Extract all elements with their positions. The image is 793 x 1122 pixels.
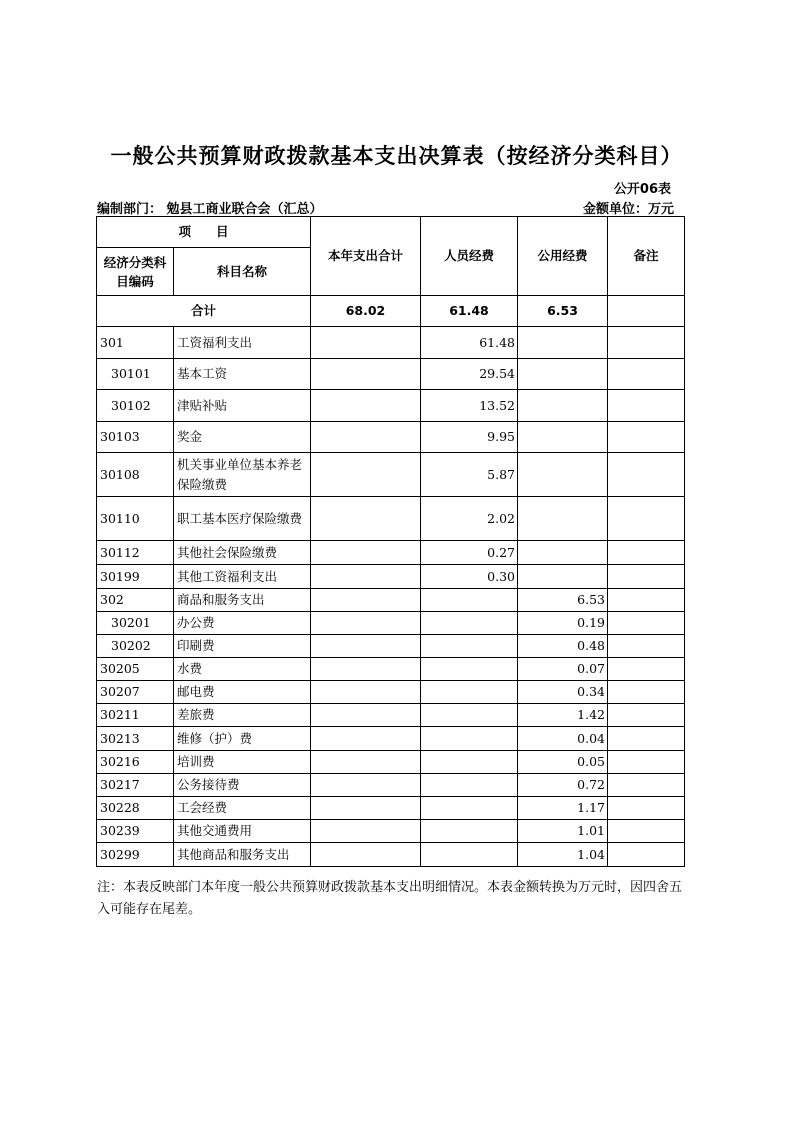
row-public xyxy=(518,497,608,541)
row-code: 301 xyxy=(97,327,174,359)
page-title: 一般公共预算财政拨款基本支出决算表（按经济分类科目） xyxy=(110,144,683,168)
row-name: 工会经费 xyxy=(174,797,311,820)
header-public: 公用经费 xyxy=(518,217,608,296)
meta-line xyxy=(97,198,674,217)
table-row xyxy=(97,565,685,589)
row-public: 1.04 xyxy=(518,843,608,867)
row-code: 30239 xyxy=(97,820,174,843)
row-code: 30201 xyxy=(97,612,174,635)
row-code: 30299 xyxy=(97,843,174,867)
row-total xyxy=(311,774,421,797)
row-remarks xyxy=(608,422,685,453)
row-personnel xyxy=(421,727,518,751)
row-total xyxy=(311,797,421,820)
row-remarks xyxy=(608,704,685,727)
header-remarks: 备注 xyxy=(608,217,685,296)
row-personnel: 0.30 xyxy=(421,565,518,589)
row-code: 30228 xyxy=(97,797,174,820)
row-total xyxy=(311,658,421,681)
row-personnel xyxy=(421,704,518,727)
row-total xyxy=(311,422,421,453)
row-code: 30207 xyxy=(97,681,174,704)
row-personnel xyxy=(421,797,518,820)
row-personnel xyxy=(421,658,518,681)
table-row xyxy=(97,390,685,422)
table-row xyxy=(97,774,685,797)
table-row xyxy=(97,751,685,774)
row-personnel xyxy=(421,774,518,797)
row-total xyxy=(311,390,421,422)
table-row xyxy=(97,327,685,359)
row-public: 1.17 xyxy=(518,797,608,820)
row-personnel xyxy=(421,589,518,612)
row-name: 其他社会保险缴费 xyxy=(174,541,311,565)
row-total xyxy=(311,453,421,497)
row-public xyxy=(518,327,608,359)
row-remarks xyxy=(608,797,685,820)
table-row xyxy=(97,681,685,704)
row-code: 30102 xyxy=(97,390,174,422)
row-name: 水费 xyxy=(174,658,311,681)
row-name: 印刷费 xyxy=(174,635,311,658)
row-public xyxy=(518,565,608,589)
row-name: 培训费 xyxy=(174,751,311,774)
row-personnel: 2.02 xyxy=(421,497,518,541)
header-project: 项 目 xyxy=(97,217,311,248)
row-name: 机关事业单位基本养老保险缴费 xyxy=(174,453,311,497)
row-code: 30199 xyxy=(97,565,174,589)
row-total xyxy=(311,612,421,635)
row-total xyxy=(311,820,421,843)
row-personnel: 9.95 xyxy=(421,422,518,453)
total-public: 6.53 xyxy=(518,296,608,327)
row-personnel xyxy=(421,681,518,704)
row-code: 30103 xyxy=(97,422,174,453)
row-total xyxy=(311,843,421,867)
table-row xyxy=(97,635,685,658)
row-personnel xyxy=(421,843,518,867)
row-public xyxy=(518,541,608,565)
row-total xyxy=(311,497,421,541)
table-row xyxy=(97,704,685,727)
row-personnel xyxy=(421,635,518,658)
row-personnel xyxy=(421,612,518,635)
table-row xyxy=(97,453,685,497)
row-code: 30216 xyxy=(97,751,174,774)
row-public xyxy=(518,453,608,497)
row-personnel: 13.52 xyxy=(421,390,518,422)
row-total xyxy=(311,565,421,589)
total-personnel: 61.48 xyxy=(421,296,518,327)
row-name: 职工基本医疗保险缴费 xyxy=(174,497,311,541)
row-code: 30213 xyxy=(97,727,174,751)
row-public xyxy=(518,359,608,390)
row-name: 差旅费 xyxy=(174,704,311,727)
table-row xyxy=(97,658,685,681)
row-total xyxy=(311,751,421,774)
row-public: 0.19 xyxy=(518,612,608,635)
row-remarks xyxy=(608,541,685,565)
row-remarks xyxy=(608,497,685,541)
row-total xyxy=(311,327,421,359)
row-name: 商品和服务支出 xyxy=(174,589,311,612)
row-remarks xyxy=(608,751,685,774)
row-total xyxy=(311,541,421,565)
header-econ-code: 经济分类科目编码 xyxy=(97,248,174,296)
row-code: 30202 xyxy=(97,635,174,658)
table-row xyxy=(97,589,685,612)
row-remarks xyxy=(608,681,685,704)
row-remarks xyxy=(608,658,685,681)
row-public xyxy=(518,390,608,422)
row-personnel xyxy=(421,751,518,774)
row-public: 0.05 xyxy=(518,751,608,774)
table-row xyxy=(97,359,685,390)
form-number: 公开06表 xyxy=(613,182,671,197)
row-remarks xyxy=(608,327,685,359)
row-public: 0.72 xyxy=(518,774,608,797)
row-total xyxy=(311,681,421,704)
footnote: 注：本表反映部门本年度一般公共预算财政拨款基本支出明细情况。本表金额转换为万元时，因四舍五入可能存在尾差。 xyxy=(97,880,683,917)
row-remarks xyxy=(608,727,685,751)
table-row xyxy=(97,422,685,453)
row-remarks xyxy=(608,612,685,635)
row-public: 0.34 xyxy=(518,681,608,704)
row-remarks xyxy=(608,359,685,390)
row-total xyxy=(311,635,421,658)
total-total: 68.02 xyxy=(311,296,421,327)
table-row xyxy=(97,727,685,751)
row-public: 1.42 xyxy=(518,704,608,727)
row-public: 6.53 xyxy=(518,589,608,612)
table-row xyxy=(97,843,685,867)
table-row xyxy=(97,541,685,565)
row-personnel: 61.48 xyxy=(421,327,518,359)
row-remarks xyxy=(608,589,685,612)
total-remarks xyxy=(608,296,685,327)
table-row xyxy=(97,820,685,843)
row-name: 基本工资 xyxy=(174,359,311,390)
header-total: 本年支出合计 xyxy=(311,217,421,296)
row-total xyxy=(311,359,421,390)
row-name: 工资福利支出 xyxy=(174,327,311,359)
row-personnel: 29.54 xyxy=(421,359,518,390)
row-personnel: 0.27 xyxy=(421,541,518,565)
row-public: 1.01 xyxy=(518,820,608,843)
row-public xyxy=(518,422,608,453)
row-name: 其他交通费用 xyxy=(174,820,311,843)
row-remarks xyxy=(608,565,685,589)
row-code: 30205 xyxy=(97,658,174,681)
row-code: 30211 xyxy=(97,704,174,727)
row-name: 邮电费 xyxy=(174,681,311,704)
row-personnel: 5.87 xyxy=(421,453,518,497)
row-code: 302 xyxy=(97,589,174,612)
expenditure-table xyxy=(96,216,685,867)
row-name: 办公费 xyxy=(174,612,311,635)
row-name: 津贴补贴 xyxy=(174,390,311,422)
unit-label: 金额单位：万元 xyxy=(582,202,674,217)
row-code: 30217 xyxy=(97,774,174,797)
row-code: 30101 xyxy=(97,359,174,390)
row-remarks xyxy=(608,390,685,422)
row-public: 0.07 xyxy=(518,658,608,681)
row-remarks xyxy=(608,635,685,658)
row-personnel xyxy=(421,820,518,843)
row-total xyxy=(311,704,421,727)
row-public: 0.04 xyxy=(518,727,608,751)
table-row xyxy=(97,497,685,541)
row-code: 30112 xyxy=(97,541,174,565)
row-remarks xyxy=(608,774,685,797)
row-name: 其他工资福利支出 xyxy=(174,565,311,589)
row-code: 30110 xyxy=(97,497,174,541)
total-row xyxy=(97,296,685,327)
row-public: 0.48 xyxy=(518,635,608,658)
row-total xyxy=(311,589,421,612)
row-code: 30108 xyxy=(97,453,174,497)
header-personnel: 人员经费 xyxy=(421,217,518,296)
total-label: 合计 xyxy=(97,296,311,327)
row-name: 其他商品和服务支出 xyxy=(174,843,311,867)
row-remarks xyxy=(608,843,685,867)
row-total xyxy=(311,727,421,751)
row-name: 公务接待费 xyxy=(174,774,311,797)
header-subject-name: 科目名称 xyxy=(174,248,311,296)
table-row xyxy=(97,797,685,820)
row-name: 奖金 xyxy=(174,422,311,453)
dept-value: 勉县工商业联合会（汇总） xyxy=(166,202,323,217)
dept-label: 编制部门： xyxy=(97,202,163,217)
row-remarks xyxy=(608,453,685,497)
row-remarks xyxy=(608,820,685,843)
row-name: 维修（护）费 xyxy=(174,727,311,751)
table-row xyxy=(97,612,685,635)
